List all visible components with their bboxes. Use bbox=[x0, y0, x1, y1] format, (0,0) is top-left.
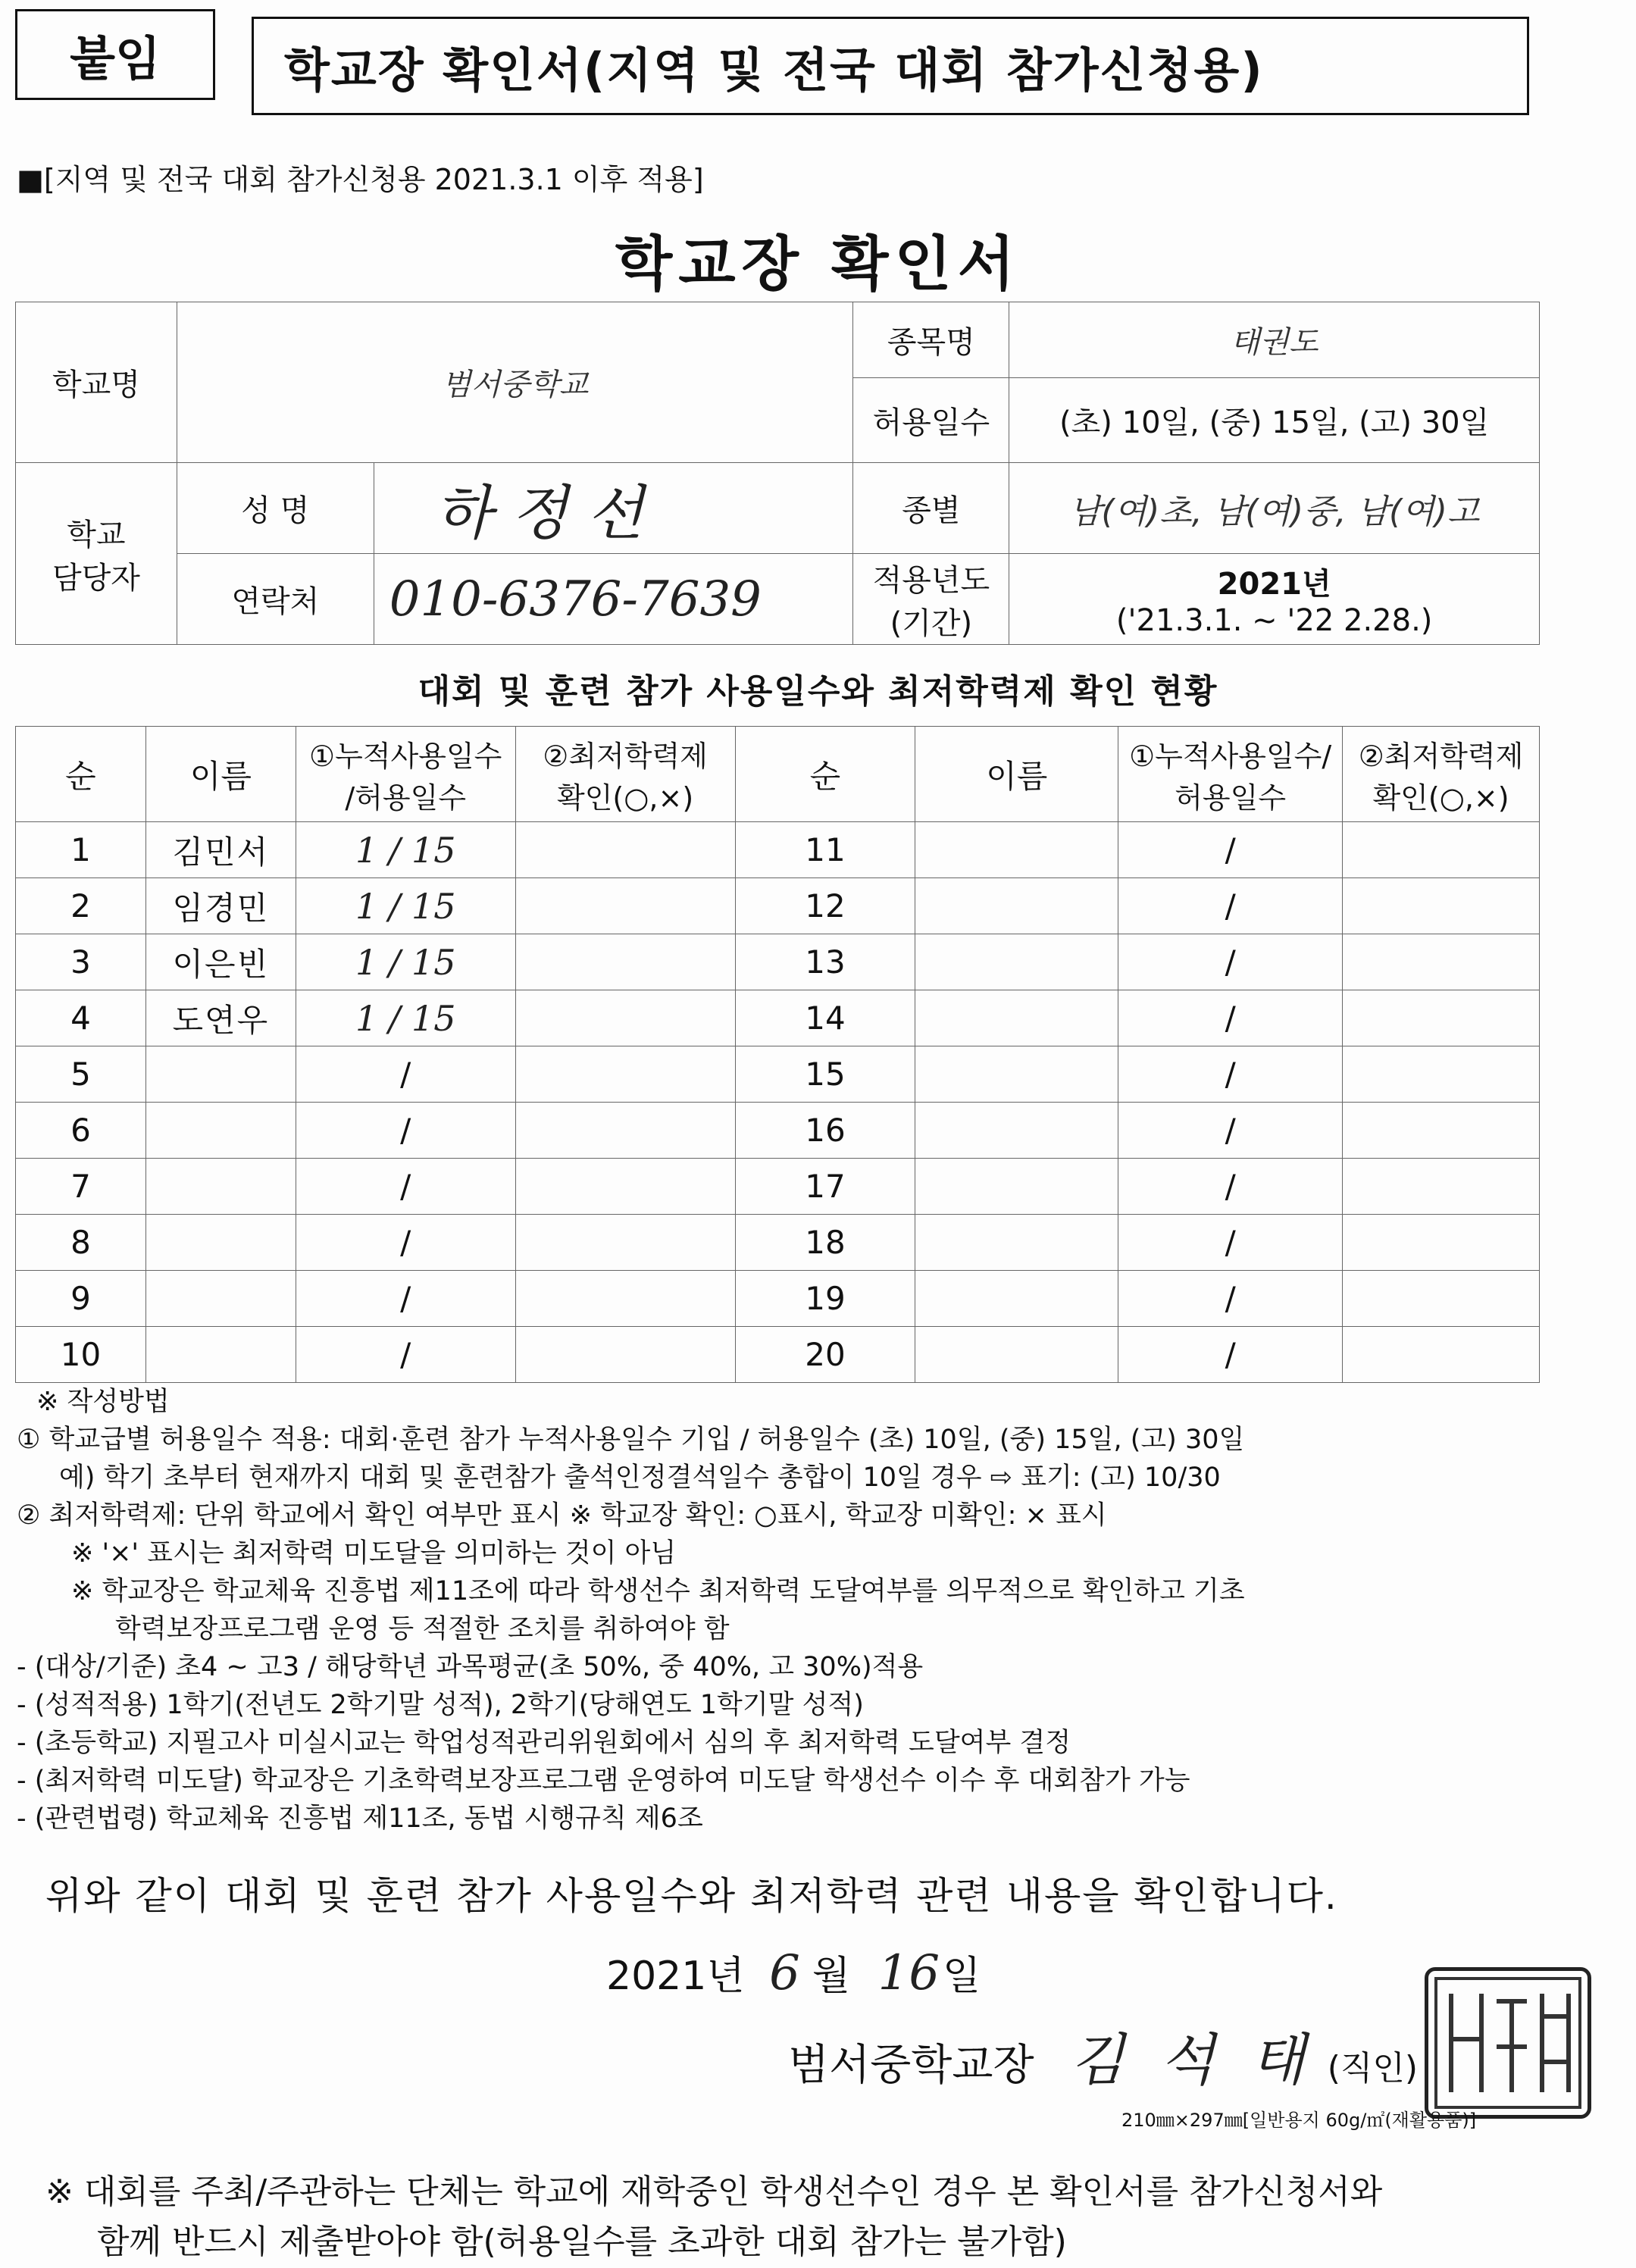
cell-left-name: 임경민 bbox=[145, 878, 296, 934]
col-name: 이름 bbox=[145, 727, 296, 822]
cell-left-check bbox=[515, 990, 735, 1046]
cell-right-days: / bbox=[1118, 1159, 1343, 1215]
footer-line-2: 함께 반드시 제출받아야 함(허용일수를 초과한 대회 참가는 불가함) bbox=[97, 2223, 1067, 2261]
table-row bbox=[16, 1103, 1540, 1159]
note-1a: ① 학교급별 허용일수 적용: 대회·훈련 참가 누적사용일수 기입 / 허용일수 (초) 10일, (중) 15일, (고) 30일 bbox=[17, 1425, 1245, 1455]
cell-right-days: / bbox=[1118, 1327, 1343, 1383]
cell-left-no: 7 bbox=[16, 1159, 146, 1215]
contact-label bbox=[16, 463, 177, 645]
year-period: ('21.3.1. ~ '22 2.28.) bbox=[1115, 603, 1433, 638]
col-days-right-line2: 허용일수 bbox=[1175, 781, 1287, 815]
principal-signature bbox=[788, 2016, 1418, 2096]
year-value: 2021년 bbox=[1217, 567, 1331, 602]
cell-left-no: 8 bbox=[16, 1215, 146, 1271]
athlete-table bbox=[15, 726, 1540, 1383]
cell-left-check bbox=[515, 1159, 735, 1215]
cell-right-check bbox=[1343, 934, 1540, 990]
cell-left-name bbox=[145, 1327, 296, 1383]
table-row bbox=[16, 1271, 1540, 1327]
gender-value: 남(여)초, 남(여)중, 남(여)고 bbox=[1009, 463, 1540, 554]
date-day: 16 bbox=[877, 1945, 940, 2001]
cell-left-no: 5 bbox=[16, 1046, 146, 1103]
header-title: 학교장 확인서(지역 및 전국 대회 참가신청용) bbox=[252, 17, 1529, 115]
applicability-note: ■[지역 및 전국 대회 참가신청용 2021.3.1 이후 적용] bbox=[17, 163, 704, 196]
attachment-tag: 붙임 bbox=[15, 9, 215, 100]
allowed-days-value: (초) 10일, (중) 15일, (고) 30일 bbox=[1009, 378, 1540, 463]
year-value-cell bbox=[1009, 554, 1540, 645]
table-row bbox=[16, 822, 1540, 878]
manager-name-value: 하 정 선 bbox=[374, 463, 853, 554]
col-name-right: 이름 bbox=[915, 727, 1118, 822]
col-academic-right-line2: 확인(○,×) bbox=[1372, 781, 1509, 815]
name-label: 성 명 bbox=[177, 463, 374, 554]
cell-right-no: 17 bbox=[735, 1159, 915, 1215]
doc-title: 학교장 확인서 bbox=[615, 230, 1021, 299]
seal-label: (직인) bbox=[1327, 2049, 1419, 2088]
school-label: 학교명 bbox=[16, 302, 177, 463]
cell-left-name: 김민서 bbox=[145, 822, 296, 878]
year-label-line1: 적용년도 bbox=[872, 562, 990, 598]
cell-left-no: 3 bbox=[16, 934, 146, 990]
date-year: 2021년 bbox=[606, 1954, 745, 1999]
cell-right-name bbox=[915, 934, 1118, 990]
phone-value: 010-6376-7639 bbox=[374, 554, 853, 645]
table-row bbox=[16, 1215, 1540, 1271]
col-days-line1: ①누적사용일수 bbox=[309, 739, 502, 773]
footer-note bbox=[45, 2167, 1382, 2267]
official-seal bbox=[1425, 1967, 1591, 2119]
cell-left-no: 6 bbox=[16, 1103, 146, 1159]
cell-right-check bbox=[1343, 878, 1540, 934]
cell-right-name bbox=[915, 1046, 1118, 1103]
cell-right-days: / bbox=[1118, 1215, 1343, 1271]
col-days-right-line1: ①누적사용일수/ bbox=[1129, 739, 1332, 773]
cell-right-days: / bbox=[1118, 822, 1343, 878]
confirmation-statement: 위와 같이 대회 및 훈련 참가 사용일수와 최저학력 관련 내용을 확인합니다. bbox=[45, 1874, 1338, 1918]
cell-left-days: 1 / 15 bbox=[296, 934, 515, 990]
col-days-line2: /허용일수 bbox=[345, 781, 467, 815]
cell-left-check bbox=[515, 1327, 735, 1383]
cell-right-days: / bbox=[1118, 990, 1343, 1046]
cell-left-days: / bbox=[296, 1327, 515, 1383]
cell-left-no: 1 bbox=[16, 822, 146, 878]
detail-1: - (대상/기준) 초4 ~ 고3 / 해당학년 과목평균(초 50%, 중 40%, 고 30%)적용 bbox=[17, 1652, 924, 1682]
cell-left-days: / bbox=[296, 1046, 515, 1103]
cell-right-no: 20 bbox=[735, 1327, 915, 1383]
info-table bbox=[15, 302, 1540, 645]
cell-left-check bbox=[515, 1046, 735, 1103]
cell-right-no: 12 bbox=[735, 878, 915, 934]
detail-4: - (최저학력 미도달) 학교장은 기초학력보장프로그램 운영하여 미도달 학생선수 이수 후 대회참가 가능 bbox=[17, 1766, 1190, 1796]
cell-right-no: 16 bbox=[735, 1103, 915, 1159]
cell-left-name: 이은빈 bbox=[145, 934, 296, 990]
cell-right-check bbox=[1343, 1159, 1540, 1215]
school-value: 범서중학교 bbox=[177, 302, 853, 463]
paper-size-note: 210㎜×297㎜[일반용지 60g/㎡(재활용품)] bbox=[1121, 2110, 1477, 2131]
note-1b: 예) 학기 초부터 현재까지 대회 및 훈련참가 출석인정결석일수 총합이 10일 경우 ⇨ 표기: (고) 10/30 bbox=[59, 1462, 1221, 1493]
year-label-line2: (기간) bbox=[890, 605, 973, 641]
cell-left-check bbox=[515, 1271, 735, 1327]
col-academic-right-line1: ②최저학력제 bbox=[1358, 739, 1524, 773]
sport-value: 태권도 bbox=[1009, 302, 1540, 378]
cell-left-name bbox=[145, 1215, 296, 1271]
cell-left-check bbox=[515, 1103, 735, 1159]
cell-left-days: / bbox=[296, 1215, 515, 1271]
cell-right-name bbox=[915, 1215, 1118, 1271]
cell-right-no: 14 bbox=[735, 990, 915, 1046]
cell-left-days: 1 / 15 bbox=[296, 822, 515, 878]
col-academic-line1: ②최저학력제 bbox=[543, 739, 708, 773]
cell-right-days: / bbox=[1118, 878, 1343, 934]
cell-left-days: / bbox=[296, 1271, 515, 1327]
cell-right-days: / bbox=[1118, 1046, 1343, 1103]
cell-left-check bbox=[515, 878, 735, 934]
instructions bbox=[17, 1383, 1245, 1838]
cell-right-days: / bbox=[1118, 1271, 1343, 1327]
col-academic-right bbox=[1343, 727, 1540, 822]
cell-left-no: 2 bbox=[16, 878, 146, 934]
gender-label: 종별 bbox=[853, 463, 1009, 554]
date-line bbox=[606, 1944, 981, 2001]
col-days bbox=[296, 727, 515, 822]
date-month: 6 bbox=[769, 1945, 800, 2001]
cell-right-no: 15 bbox=[735, 1046, 915, 1103]
seal-glyph-icon bbox=[1428, 1971, 1588, 2115]
cell-right-check bbox=[1343, 1046, 1540, 1103]
cell-left-name bbox=[145, 1159, 296, 1215]
cell-left-days: 1 / 15 bbox=[296, 878, 515, 934]
footer-line-1: ※ 대회를 주최/주관하는 단체는 학교에 재학중인 학생선수인 경우 본 확인서를 참가신청서와 bbox=[45, 2173, 1383, 2211]
cell-right-no: 13 bbox=[735, 934, 915, 990]
table-row bbox=[16, 934, 1540, 990]
detail-2: - (성적적용) 1학기(전년도 2학기말 성적), 2학기(당해연도 1학기말 성적) bbox=[17, 1690, 864, 1720]
detail-5: - (관련법령) 학교체육 진흥법 제11조, 동법 시행규칙 제6조 bbox=[17, 1803, 703, 1834]
cell-right-name bbox=[915, 1159, 1118, 1215]
note-2: ② 최저학력제: 단위 학교에서 확인 여부만 표시 ※ 학교장 확인: ○표시, 학교장 미확인: × 표시 bbox=[17, 1500, 1107, 1531]
cell-right-check bbox=[1343, 990, 1540, 1046]
col-no-right: 순 bbox=[735, 727, 915, 822]
col-no: 순 bbox=[16, 727, 146, 822]
note-3: ※ '×' 표시는 최저학력 미도달을 의미하는 것이 아님 bbox=[71, 1538, 677, 1569]
cell-right-name bbox=[915, 1103, 1118, 1159]
sport-label: 종목명 bbox=[853, 302, 1009, 378]
cell-right-no: 19 bbox=[735, 1271, 915, 1327]
table-row bbox=[16, 1327, 1540, 1383]
cell-left-days: / bbox=[296, 1159, 515, 1215]
principal-name: 김 석 태 bbox=[1070, 2028, 1314, 2093]
note-4a: ※ 학교장은 학교체육 진흥법 제11조에 따라 학생선수 최저학력 도달여부를 의무적으로 확인하고 기초 bbox=[71, 1576, 1245, 1606]
table-row bbox=[16, 1046, 1540, 1103]
col-academic bbox=[515, 727, 735, 822]
cell-right-check bbox=[1343, 1271, 1540, 1327]
allowed-days-label: 허용일수 bbox=[853, 378, 1009, 463]
cell-left-name: 도연우 bbox=[145, 990, 296, 1046]
cell-left-days: / bbox=[296, 1103, 515, 1159]
table-row bbox=[16, 878, 1540, 934]
note-4b: 학력보장프로그램 운영 등 적절한 조치를 취하여야 함 bbox=[115, 1614, 730, 1644]
table-row bbox=[16, 990, 1540, 1046]
date-day-unit: 일 bbox=[943, 1954, 981, 1999]
year-label bbox=[853, 554, 1009, 645]
cell-left-name bbox=[145, 1046, 296, 1103]
cell-left-check bbox=[515, 934, 735, 990]
cell-right-name bbox=[915, 1327, 1118, 1383]
cell-right-check bbox=[1343, 1103, 1540, 1159]
cell-right-name bbox=[915, 990, 1118, 1046]
cell-left-check bbox=[515, 1215, 735, 1271]
cell-right-days: / bbox=[1118, 1103, 1343, 1159]
cell-right-no: 11 bbox=[735, 822, 915, 878]
table-row bbox=[16, 1159, 1540, 1215]
cell-left-no: 9 bbox=[16, 1271, 146, 1327]
cell-right-check bbox=[1343, 1215, 1540, 1271]
col-days-right bbox=[1118, 727, 1343, 822]
cell-right-days: / bbox=[1118, 934, 1343, 990]
cell-left-check bbox=[515, 822, 735, 878]
athlete-table-header bbox=[16, 727, 1540, 822]
contact-label-line2: 담당자 bbox=[52, 560, 140, 596]
cell-left-no: 4 bbox=[16, 990, 146, 1046]
cell-right-check bbox=[1343, 822, 1540, 878]
col-academic-line2: 확인(○,×) bbox=[557, 781, 694, 815]
date-month-unit: 월 bbox=[812, 1954, 851, 1999]
cell-right-no: 18 bbox=[735, 1215, 915, 1271]
cell-left-no: 10 bbox=[16, 1327, 146, 1383]
cell-left-name bbox=[145, 1103, 296, 1159]
cell-left-name bbox=[145, 1271, 296, 1327]
instructions-heading: ※ 작성방법 bbox=[36, 1387, 170, 1417]
cell-right-check bbox=[1343, 1327, 1540, 1383]
contact-label-line1: 학교 bbox=[67, 517, 126, 552]
principal-label: 범서중학교장 bbox=[788, 2041, 1034, 2090]
phone-label: 연락처 bbox=[177, 554, 374, 645]
cell-right-name bbox=[915, 822, 1118, 878]
detail-3: - (초등학교) 지필고사 미실시교는 학업성적관리위원회에서 심의 후 최저학력 도달여부 결정 bbox=[17, 1728, 1071, 1758]
section-title: 대회 및 훈련 참가 사용일수와 최저학력제 확인 현황 bbox=[418, 672, 1218, 711]
cell-right-name bbox=[915, 1271, 1118, 1327]
cell-left-days: 1 / 15 bbox=[296, 990, 515, 1046]
cell-right-name bbox=[915, 878, 1118, 934]
